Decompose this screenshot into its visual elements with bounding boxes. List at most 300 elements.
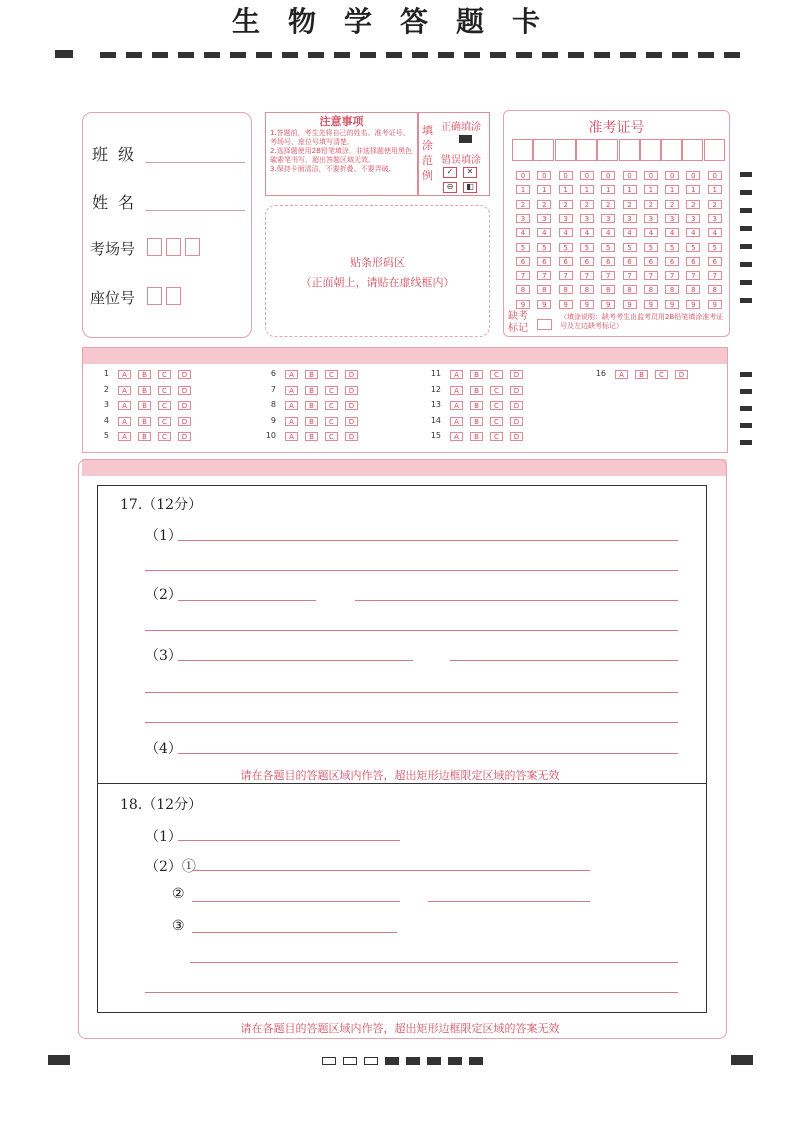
- exam-id-digit-bubble[interactable]: 4: [516, 228, 530, 237]
- mc-option-bubble[interactable]: A: [118, 386, 131, 395]
- mc-option-bubble[interactable]: A: [285, 386, 298, 395]
- exam-id-digit-bubble[interactable]: 3: [516, 214, 530, 223]
- timing-mark: [448, 1057, 462, 1065]
- timing-mark: [740, 190, 752, 195]
- exam-id-digit-bubble[interactable]: 3: [686, 214, 700, 223]
- exam-id-digit-bubble[interactable]: 2: [623, 200, 637, 209]
- q18-part-2: （2）①: [145, 859, 196, 875]
- timing-mark: [386, 52, 402, 58]
- exam-id-digit-bubble[interactable]: 5: [623, 243, 637, 252]
- exam-id-digit-bubble[interactable]: 0: [601, 171, 615, 180]
- footer-warning: 请在各题目的答题区域内作答，超出矩形边框限定区域的答案无效: [240, 1022, 560, 1035]
- absent-checkbox[interactable]: [537, 319, 552, 330]
- mc-option-bubble[interactable]: C: [325, 432, 338, 441]
- wrong-fill-strike-icon: ⊖: [443, 182, 457, 193]
- answer-line[interactable]: [145, 722, 678, 723]
- notice-item: 3.保持卡面清洁，不要折叠、不要弄破。: [270, 165, 396, 173]
- timing-mark: [464, 52, 480, 58]
- answer-line[interactable]: [178, 540, 678, 541]
- mc-question-number: 2: [103, 384, 109, 394]
- answer-line[interactable]: [145, 692, 678, 693]
- exam-id-digit-bubble[interactable]: 5: [644, 243, 658, 252]
- exam-id-digit-bubble[interactable]: 5: [686, 243, 700, 252]
- exam-id-digit-bubble[interactable]: 2: [686, 200, 700, 209]
- answer-line[interactable]: [428, 901, 590, 902]
- answer-line[interactable]: [450, 660, 678, 661]
- answer-line[interactable]: [192, 901, 400, 902]
- answer-line[interactable]: [355, 600, 678, 601]
- exam-id-digit-bubble[interactable]: 0: [644, 171, 658, 180]
- mc-option-bubble[interactable]: B: [305, 432, 318, 441]
- timing-mark: [672, 52, 688, 58]
- mc-option-bubble[interactable]: C: [158, 432, 171, 441]
- exam-id-digit-bubble[interactable]: 8: [665, 285, 679, 294]
- exam-id-digit-bubble[interactable]: 8: [580, 285, 594, 294]
- exam-id-entry-cell[interactable]: [704, 139, 725, 161]
- exam-id-digit-bubble[interactable]: 3: [623, 214, 637, 223]
- timing-mark: [48, 1055, 70, 1065]
- timing-mark: [55, 50, 73, 58]
- exam-id-digit-bubble[interactable]: 0: [537, 171, 551, 180]
- timing-mark: [740, 262, 752, 267]
- mc-option-bubble[interactable]: A: [285, 432, 298, 441]
- timing-mark: [406, 1057, 420, 1065]
- exam-id-digit-bubble[interactable]: 2: [580, 200, 594, 209]
- mc-option-bubble[interactable]: B: [470, 386, 483, 395]
- timing-mark: [740, 423, 752, 428]
- timing-mark: [230, 52, 246, 58]
- exam-id-digit-bubble[interactable]: 6: [623, 257, 637, 266]
- timing-mark: [594, 52, 610, 58]
- exam-id-entry-cell[interactable]: [512, 139, 533, 161]
- mc-question-number: 6: [270, 369, 276, 378]
- mc-option-bubble[interactable]: A: [285, 417, 298, 426]
- exam-id-digit-bubble[interactable]: 0: [580, 171, 594, 180]
- timing-mark: [204, 52, 220, 58]
- correct-fill-label: 正确填涂: [441, 122, 481, 133]
- mc-option-bubble[interactable]: C: [158, 417, 171, 426]
- class-label: 班级: [92, 145, 145, 164]
- exam-id-digit-bubble[interactable]: 5: [601, 243, 615, 252]
- exam-id-entry-cell[interactable]: [597, 139, 618, 161]
- mc-option-bubble[interactable]: A: [118, 417, 131, 426]
- mc-option-bubble[interactable]: D: [510, 386, 523, 395]
- mc-option-bubble[interactable]: A: [118, 370, 131, 379]
- exam-id-digit-bubble[interactable]: 7: [516, 271, 530, 280]
- q18-part-1: （1）: [145, 829, 182, 845]
- barcode-area: [265, 205, 490, 337]
- exam-id-digit-bubble[interactable]: 1: [708, 185, 722, 194]
- mc-option-bubble[interactable]: B: [138, 432, 151, 441]
- exam-id-digit-bubble[interactable]: 7: [601, 271, 615, 280]
- mc-option-bubble[interactable]: A: [450, 386, 463, 395]
- mc-option-bubble[interactable]: C: [325, 417, 338, 426]
- exam-id-digit-bubble[interactable]: 9: [580, 300, 594, 309]
- exam-id-digit-bubble[interactable]: 8: [708, 285, 722, 294]
- mc-option-bubble[interactable]: C: [655, 370, 668, 379]
- exam-id-digit-bubble[interactable]: 2: [516, 200, 530, 209]
- exam-id-digit-bubble[interactable]: 4: [559, 228, 573, 237]
- timing-mark: [256, 52, 272, 58]
- mc-option-bubble[interactable]: D: [510, 432, 523, 441]
- exam-id-digit-bubble[interactable]: 8: [537, 285, 551, 294]
- mc-option-bubble[interactable]: D: [345, 432, 358, 441]
- mc-option-bubble[interactable]: D: [345, 401, 358, 410]
- timing-mark: [385, 1057, 399, 1065]
- q17-part-4: （4）: [145, 741, 182, 757]
- exam-id-entry-cell[interactable]: [661, 139, 682, 161]
- exam-id-digit-bubble[interactable]: 6: [537, 257, 551, 266]
- exam-id-digit-bubble[interactable]: 9: [516, 300, 530, 309]
- mc-question-number: 14: [430, 415, 441, 425]
- exam-id-digit-bubble[interactable]: 8: [601, 285, 615, 294]
- exam-id-digit-bubble[interactable]: 6: [665, 257, 679, 266]
- q17-part-2: （2）: [145, 587, 182, 603]
- timing-mark: [469, 1057, 483, 1065]
- mc-option-bubble[interactable]: C: [490, 386, 503, 395]
- q17-part-1: （1）: [145, 528, 182, 544]
- timing-mark: [364, 1057, 378, 1065]
- exam-id-title: 准考证号: [588, 120, 645, 136]
- exam-id-digit-bubble[interactable]: 0: [623, 171, 637, 180]
- exam-id-digit-bubble[interactable]: 6: [516, 257, 530, 266]
- mc-option-bubble[interactable]: B: [305, 386, 318, 395]
- answer-line[interactable]: [178, 600, 316, 601]
- exam-id-entry-cell[interactable]: [555, 139, 576, 161]
- exam-id-digit-bubble[interactable]: 8: [644, 285, 658, 294]
- mc-question-number: 10: [265, 431, 276, 440]
- exam-id-digit-bubble[interactable]: 3: [601, 214, 615, 223]
- exam-id-digit-bubble[interactable]: 3: [644, 214, 658, 223]
- timing-mark: [740, 372, 752, 377]
- mc-question-number: 8: [270, 400, 276, 409]
- exam-id-digit-bubble[interactable]: 7: [686, 271, 700, 280]
- answer-line[interactable]: [145, 570, 678, 571]
- notice-item: 1.答题前，考生先将自己的姓名、准考证号、考场号、座位号填写清楚。: [270, 129, 410, 146]
- mc-option-bubble[interactable]: C: [158, 370, 171, 379]
- timing-mark: [282, 52, 298, 58]
- mc-option-bubble[interactable]: C: [490, 432, 503, 441]
- exam-id-digit-bubble[interactable]: 5: [708, 243, 722, 252]
- answer-line[interactable]: [178, 753, 678, 754]
- q18-header: 18.（12分）: [120, 797, 203, 813]
- timing-mark: [427, 1057, 441, 1065]
- notice-item: 2.选择题使用2B铅笔填涂，非选择题使用黑色碳素笔书写，超出答题区域无效。: [270, 147, 412, 164]
- exam-id-digit-bubble[interactable]: 7: [559, 271, 573, 280]
- mc-option-bubble[interactable]: B: [138, 417, 151, 426]
- mc-option-bubble[interactable]: C: [490, 401, 503, 410]
- fill-example-box: [418, 112, 490, 196]
- mc-option-bubble[interactable]: A: [285, 401, 298, 410]
- barcode-title: 贴条形码区: [350, 256, 405, 269]
- exam-id-digit-bubble[interactable]: 3: [665, 214, 679, 223]
- exam-id-digit-bubble[interactable]: 5: [559, 243, 573, 252]
- timing-mark: [412, 52, 428, 58]
- exam-id-digit-bubble[interactable]: 4: [708, 228, 722, 237]
- timing-mark: [740, 298, 752, 303]
- exam-id-digit-bubble[interactable]: 6: [559, 257, 573, 266]
- exam-id-digit-bubble[interactable]: 2: [537, 200, 551, 209]
- mc-option-bubble[interactable]: C: [325, 386, 338, 395]
- answer-line[interactable]: [192, 870, 590, 871]
- exam-id-digit-bubble[interactable]: 6: [601, 257, 615, 266]
- exam-id-digit-bubble[interactable]: 9: [601, 300, 615, 309]
- mc-option-bubble[interactable]: D: [345, 386, 358, 395]
- exam-id-digit-bubble[interactable]: 7: [537, 271, 551, 280]
- exam-id-digit-bubble[interactable]: 0: [516, 171, 530, 180]
- mc-option-bubble[interactable]: B: [305, 417, 318, 426]
- mc-option-bubble[interactable]: D: [510, 401, 523, 410]
- exam-id-digit-bubble[interactable]: 2: [644, 200, 658, 209]
- mc-option-bubble[interactable]: A: [118, 401, 131, 410]
- exam-id-digit-bubble[interactable]: 1: [665, 185, 679, 194]
- mc-option-bubble[interactable]: D: [675, 370, 688, 379]
- exam-id-digit-bubble[interactable]: 7: [623, 271, 637, 280]
- timing-mark: [542, 52, 558, 58]
- exam-id-digit-bubble[interactable]: 3: [708, 214, 722, 223]
- q17-warning: 请在各题目的答题区域内作答，超出矩形边框限定区域的答案无效: [240, 769, 560, 782]
- mc-option-bubble[interactable]: C: [490, 417, 503, 426]
- exam-id-digit-bubble[interactable]: 9: [708, 300, 722, 309]
- exam-id-digit-bubble[interactable]: 1: [559, 185, 573, 194]
- mc-option-bubble[interactable]: A: [450, 370, 463, 379]
- mc-option-bubble[interactable]: A: [450, 432, 463, 441]
- exam-id-digit-bubble[interactable]: 7: [708, 271, 722, 280]
- name-label: 姓名: [92, 193, 145, 212]
- timing-mark: [740, 389, 752, 394]
- exam-id-digit-bubble[interactable]: 2: [708, 200, 722, 209]
- timing-mark: [438, 52, 454, 58]
- mc-option-bubble[interactable]: B: [470, 417, 483, 426]
- exam-id-digit-bubble[interactable]: 4: [601, 228, 615, 237]
- mc-option-bubble[interactable]: D: [178, 417, 191, 426]
- mc-question-number: 15: [430, 431, 441, 440]
- mc-option-bubble[interactable]: A: [450, 401, 463, 410]
- exam-id-digit-bubble[interactable]: 2: [665, 200, 679, 209]
- exam-id-digit-bubble[interactable]: 4: [623, 228, 637, 237]
- mc-option-bubble[interactable]: A: [615, 370, 628, 379]
- exam-id-digit-bubble[interactable]: 1: [580, 185, 594, 194]
- mc-option-bubble[interactable]: B: [470, 401, 483, 410]
- exam-id-digit-bubble[interactable]: 9: [686, 300, 700, 309]
- exam-id-digit-bubble[interactable]: 3: [559, 214, 573, 223]
- exam-id-digit-bubble[interactable]: 3: [537, 214, 551, 223]
- timing-mark: [724, 52, 740, 58]
- exam-id-digit-bubble[interactable]: 4: [580, 228, 594, 237]
- mc-option-bubble[interactable]: D: [178, 401, 191, 410]
- room-digit-box[interactable]: [166, 238, 181, 256]
- name-field[interactable]: [145, 210, 245, 211]
- answer-line[interactable]: [190, 962, 678, 963]
- room-digit-box[interactable]: [185, 238, 200, 256]
- exam-id-digit-bubble[interactable]: 2: [559, 200, 573, 209]
- answer-line[interactable]: [145, 992, 678, 993]
- exam-id-entry-cell[interactable]: [640, 139, 661, 161]
- timing-mark: [740, 440, 752, 445]
- timing-mark: [152, 52, 168, 58]
- wrong-fill-half-icon: ◧: [463, 182, 477, 193]
- mc-option-bubble[interactable]: B: [635, 370, 648, 379]
- mc-option-bubble[interactable]: B: [138, 401, 151, 410]
- timing-mark: [731, 1055, 753, 1065]
- timing-mark: [740, 208, 752, 213]
- wrong-fill-label: 错误填涂: [441, 155, 481, 166]
- mc-option-bubble[interactable]: C: [490, 370, 503, 379]
- exam-id-digit-bubble[interactable]: 5: [516, 243, 530, 252]
- page-title: 生物学答题卡: [231, 5, 568, 38]
- timing-mark: [322, 1057, 336, 1065]
- timing-mark: [490, 52, 506, 58]
- room-digit-box[interactable]: [147, 238, 162, 256]
- mc-question-number: 4: [103, 415, 109, 425]
- timing-mark: [334, 52, 350, 58]
- timing-mark: [343, 1057, 357, 1065]
- q17-header: 17.（12分）: [120, 497, 203, 513]
- mc-option-bubble[interactable]: B: [305, 401, 318, 410]
- exam-id-digit-bubble[interactable]: 9: [665, 300, 679, 309]
- exam-id-entry-cell[interactable]: [619, 139, 640, 161]
- exam-id-digit-bubble[interactable]: 0: [559, 171, 573, 180]
- answer-line[interactable]: [145, 630, 678, 631]
- mc-option-bubble[interactable]: D: [345, 370, 358, 379]
- mc-question-number: 7: [270, 384, 276, 394]
- exam-id-digit-bubble[interactable]: 3: [580, 214, 594, 223]
- exam-id-digit-bubble[interactable]: 7: [665, 271, 679, 280]
- q-divider: [97, 783, 707, 784]
- exam-id-digit-bubble[interactable]: 6: [708, 257, 722, 266]
- mc-option-bubble[interactable]: D: [510, 417, 523, 426]
- timing-mark: [740, 172, 752, 177]
- mc-option-bubble[interactable]: C: [158, 401, 171, 410]
- class-field[interactable]: [145, 162, 245, 163]
- mc-option-bubble[interactable]: B: [138, 370, 151, 379]
- exam-id-digit-bubble[interactable]: 1: [623, 185, 637, 194]
- mc-question-number: 16: [595, 369, 606, 378]
- exam-id-digit-bubble[interactable]: 8: [516, 285, 530, 294]
- timing-mark: [740, 406, 752, 411]
- mc-option-bubble[interactable]: D: [510, 370, 523, 379]
- room-label: 考场号: [90, 240, 136, 258]
- mc-option-bubble[interactable]: B: [470, 370, 483, 379]
- exam-id-digit-bubble[interactable]: 6: [686, 257, 700, 266]
- exam-id-digit-bubble[interactable]: 1: [601, 185, 615, 194]
- timing-mark: [740, 280, 752, 285]
- exam-id-digit-bubble[interactable]: 9: [559, 300, 573, 309]
- seat-digit-box[interactable]: [166, 287, 181, 305]
- timing-mark: [646, 52, 662, 58]
- seat-digit-box[interactable]: [147, 287, 162, 305]
- timing-mark: [698, 52, 714, 58]
- mc-question-number: 3: [103, 400, 109, 409]
- mc-option-bubble[interactable]: A: [285, 370, 298, 379]
- fill-example-side-label: 填涂范例: [422, 124, 433, 182]
- exam-id-digit-bubble[interactable]: 9: [623, 300, 637, 309]
- mc-option-bubble[interactable]: B: [470, 432, 483, 441]
- timing-mark: [568, 52, 584, 58]
- exam-id-digit-bubble[interactable]: 9: [644, 300, 658, 309]
- exam-id-digit-bubble[interactable]: 4: [537, 228, 551, 237]
- exam-id-digit-bubble[interactable]: 0: [686, 171, 700, 180]
- notice-box: [265, 112, 418, 196]
- mc-question-number: 11: [430, 369, 441, 378]
- exam-id-digit-bubble[interactable]: 7: [580, 271, 594, 280]
- mc-option-bubble[interactable]: B: [138, 386, 151, 395]
- answer-line[interactable]: [192, 932, 397, 933]
- mc-option-bubble[interactable]: C: [325, 370, 338, 379]
- exam-id-digit-bubble[interactable]: 2: [601, 200, 615, 209]
- timing-mark: [516, 52, 532, 58]
- exam-id-entry-cell[interactable]: [682, 139, 703, 161]
- mc-option-bubble[interactable]: C: [325, 401, 338, 410]
- mc-question-number: 5: [103, 431, 109, 440]
- exam-id-digit-bubble[interactable]: 4: [644, 228, 658, 237]
- exam-id-digit-bubble[interactable]: 1: [537, 185, 551, 194]
- answer-line[interactable]: [178, 660, 413, 661]
- exam-id-digit-bubble[interactable]: 8: [686, 285, 700, 294]
- absent-label: 缺考标记: [508, 311, 528, 334]
- exam-id-digit-bubble[interactable]: 6: [644, 257, 658, 266]
- mc-question-number: 13: [430, 400, 441, 409]
- exam-id-digit-bubble[interactable]: 1: [644, 185, 658, 194]
- exam-id-digit-bubble[interactable]: 5: [665, 243, 679, 252]
- mc-option-bubble[interactable]: D: [178, 432, 191, 441]
- exam-id-digit-bubble[interactable]: 7: [644, 271, 658, 280]
- exam-id-digit-bubble[interactable]: 4: [665, 228, 679, 237]
- answer-frame: [97, 485, 707, 1013]
- wrong-fill-check-icon: ✓: [443, 167, 457, 178]
- exam-id-digit-bubble[interactable]: 6: [580, 257, 594, 266]
- timing-mark: [308, 52, 324, 58]
- mc-option-bubble[interactable]: D: [178, 386, 191, 395]
- mc-option-bubble[interactable]: D: [178, 370, 191, 379]
- timing-mark: [360, 52, 376, 58]
- exam-id-digit-bubble[interactable]: 5: [580, 243, 594, 252]
- exam-id-digit-bubble[interactable]: 5: [537, 243, 551, 252]
- mc-question-number: 9: [270, 415, 276, 425]
- exam-id-digit-bubble[interactable]: 0: [708, 171, 722, 180]
- mc-option-bubble[interactable]: A: [450, 417, 463, 426]
- mc-option-bubble[interactable]: B: [305, 370, 318, 379]
- exam-id-digit-bubble[interactable]: 9: [537, 300, 551, 309]
- correct-fill-mark: [459, 135, 472, 143]
- exam-id-digit-bubble[interactable]: 1: [516, 185, 530, 194]
- timing-mark: [126, 52, 142, 58]
- q18-part-2-2: ②: [172, 886, 185, 902]
- exam-id-entry-cell[interactable]: [576, 139, 597, 161]
- q18-part-2-3: ③: [172, 918, 185, 934]
- exam-id-digit-bubble[interactable]: 4: [686, 228, 700, 237]
- timing-mark: [100, 52, 116, 58]
- mc-option-bubble[interactable]: A: [118, 432, 131, 441]
- notice-title: 注意事项: [319, 115, 364, 128]
- timing-mark: [740, 244, 752, 249]
- seat-label: 座位号: [90, 289, 136, 307]
- exam-id-digit-bubble[interactable]: 8: [623, 285, 637, 294]
- mc-option-bubble[interactable]: D: [345, 417, 358, 426]
- absent-note: （填涂说明：缺考考生由监考员用2B铅笔填涂准考证号及左边缺考标记）: [560, 313, 724, 330]
- exam-id-entry-cell[interactable]: [533, 139, 554, 161]
- mc-question-number: 12: [430, 384, 441, 394]
- timing-mark: [740, 226, 752, 231]
- exam-id-digit-bubble[interactable]: 8: [559, 285, 573, 294]
- exam-id-digit-bubble[interactable]: 0: [665, 171, 679, 180]
- exam-id-digit-bubble[interactable]: 1: [686, 185, 700, 194]
- exam-id-box: [503, 110, 730, 337]
- barcode-note: （正面朝上，请贴在虚线框内）: [300, 276, 455, 289]
- mc-option-bubble[interactable]: C: [158, 386, 171, 395]
- answer-line[interactable]: [178, 840, 400, 841]
- timing-mark: [178, 52, 194, 58]
